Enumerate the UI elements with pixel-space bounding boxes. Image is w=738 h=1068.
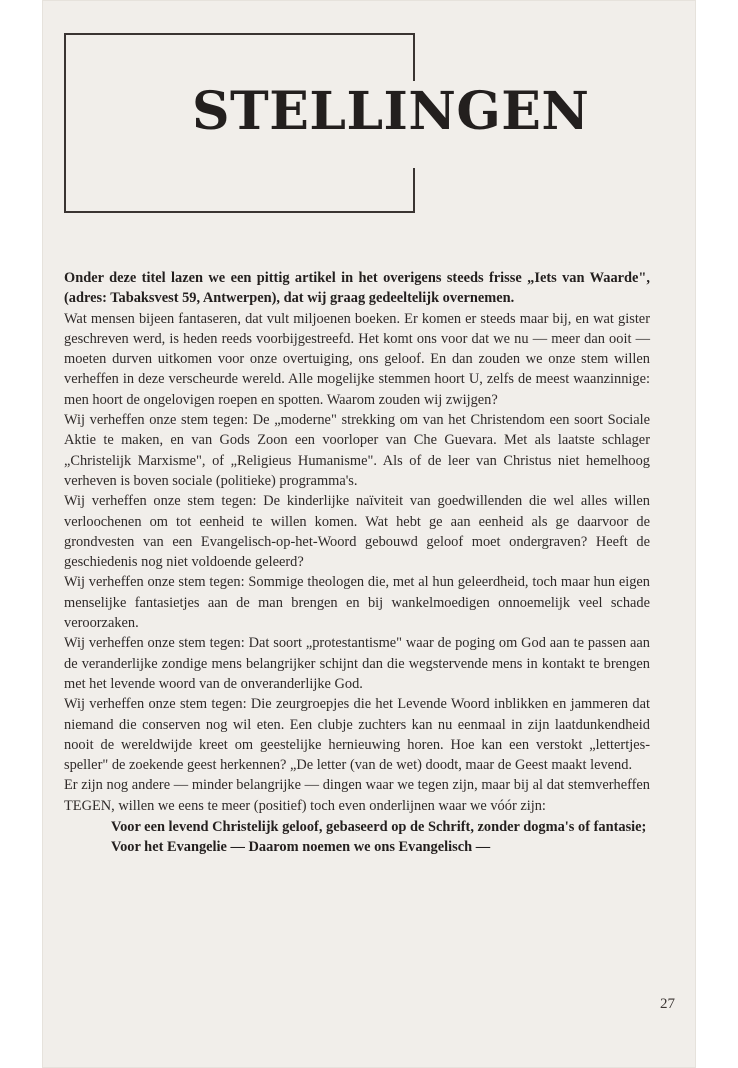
book-page xyxy=(42,0,696,1068)
paragraph: Wij verheffen onze stem tegen: Sommige theologen die, met al hun geleerdheid, toch maar hun eigen menselijke fantasietjes aan de man brengen en bij wankelmoedigen onnoemelijk veel schade veroorzaken. xyxy=(64,574,650,632)
statement-item: Voor een levend Christelijk geloof, gebaseerd op de Schrift, zonder dogma's of fantasie; xyxy=(111,819,647,836)
page-title: STELLINGEN xyxy=(192,81,590,142)
paragraph: Wij verheffen onze stem tegen: Dat soort „protestantisme" waar de poging om God aan te passen aan de veranderlijke zondige mens belangrijker schijnt dan die wegstervende mens in kontakt te brengen met het levende woord van de onveranderlijke God. xyxy=(64,635,650,692)
paragraph: Wat mensen bijeen fantaseren, dat vult miljoenen boeken. Er komen er steeds maar bij, en wat gister geschreven werd, is heden reeds voorbijgestreefd. Het komt ons voor dat we nu — meer dan ooit — moeten durven uitkomen voor onze overtuiging, ons geloof. En dan zouden we onze stem willen verheffen in deze verscheurde wereld. Alle mogelijke stemmen hoort U, zelfs de meest waanzinnige: men hoort de ongelovigen roepen en spotten. Waarom zouden wij zwijgen? xyxy=(64,310,650,408)
title-frame-top-rule xyxy=(64,33,414,35)
paragraph: Wij verheffen onze stem tegen: Die zeurgroepjes die het Levende Woord inblikken en jammeren dat niemand die conserven nog wil eten. Een clubje zuchters kan nu eenmaal in zijn laatdunkendheid nooit de wereldwijde kreet om geestelijke hernieuwing horen. Hoe kan een verstokt „lettertjes-speller" de zoekende geest herkennen? „De letter (van de wet) doodt, maar de Geest maakt levend. xyxy=(64,696,650,774)
paragraph: Er zijn nog andere — minder belangrijke — dingen waar we tegen zijn, maar bij al dat stemverheffen TEGEN, willen we eens te meer (positief) toch even onderlijnen waar we vóór zijn: xyxy=(64,777,650,814)
article-body xyxy=(64,268,650,858)
title-frame-right-tick-bottom xyxy=(413,168,415,213)
title-frame-right-tick-top xyxy=(413,33,415,81)
paragraph: Wij verheffen onze stem tegen: De „moderne" strekking om van het Christendom een soort Sociale Aktie te maken, en van Gods Zoon een voorloper van Che Guevara. Met als laatste schlager „Christelijk Marxisme", of „Religieus Humanisme". Als of de leer van Christus niet hemelhoog verheven is boven sociale (politieke) programma's. xyxy=(64,412,650,489)
title-frame-left-rule xyxy=(64,33,66,213)
page-number: 27 xyxy=(660,996,675,1012)
title-frame-bottom-rule xyxy=(64,211,414,213)
statement-item: Voor het Evangelie — Daarom noemen we ons Evangelisch — xyxy=(111,839,491,856)
paragraph: Wij verheffen onze stem tegen: De kinderlijke naïviteit van goedwillenden die wel alles willen verloochenen om tot eenheid te willen komen. Wat hebt ge aan eenheid als ge daarvoor de grondvesten van een Evangelisch-op-het-Woord gebouwd geloof moet ondergraven? Heeft de geschiedenis nog niet voldoende geleerd? xyxy=(64,493,650,571)
intro-paragraph: Onder deze titel lazen we een pittig artikel in het overigens steeds frisse „Iets van Waarde", (adres: Tabaksvest 59, Antwerpen), dat wij graag gedeeltelijk overnemen. xyxy=(64,270,650,307)
